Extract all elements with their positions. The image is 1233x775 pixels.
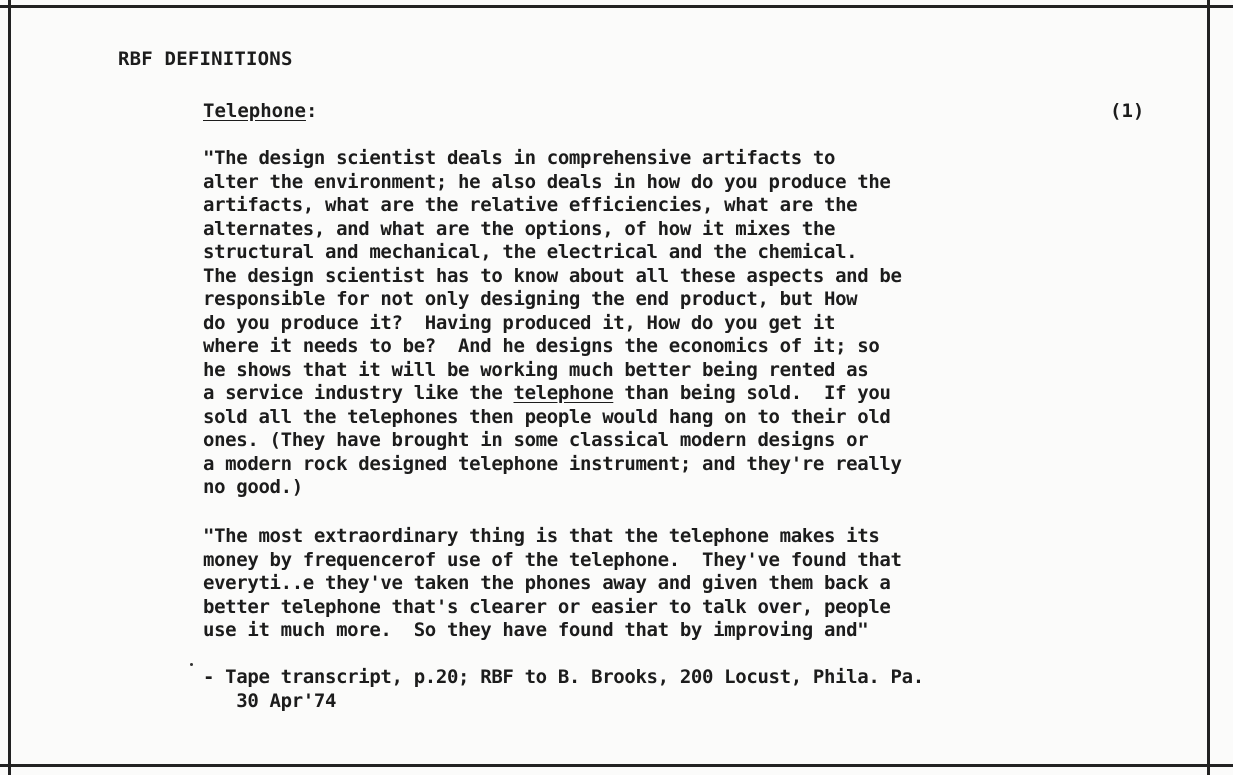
para1-line-underline-before: a service industry like the <box>203 382 514 404</box>
para1-line: "The design scientist deals in comprehensive artifacts to <box>203 147 836 169</box>
stray-mark <box>190 663 193 666</box>
card-top-border <box>0 5 1233 8</box>
citation-line-2: 30 Apr'74 <box>203 689 337 712</box>
para1-line-underline-after: than being sold. If you <box>613 382 891 404</box>
card-left-border <box>8 0 11 775</box>
para2-line: everyti..e they've taken the phones away and given them back a <box>203 572 891 594</box>
citation-line-1: - Tape transcript, p.20; RBF to B. Brooks, 200 Locust, Phila. Pa. <box>203 666 924 688</box>
source-citation <box>203 666 924 713</box>
term-colon: : <box>305 100 318 122</box>
defined-term: Telephone <box>203 100 306 122</box>
para1-line: responsible for not only designing the end product, but How <box>203 288 858 310</box>
quote-paragraph-2 <box>203 525 902 643</box>
para1-line: a modern rock designed telephone instrument; and they're really <box>203 452 902 475</box>
card-bottom-border <box>0 764 1233 767</box>
underlined-telephone: telephone <box>513 382 614 404</box>
page-number: (1) <box>1110 100 1145 122</box>
para1-line: where it needs to be? And he designs the economics of it; so <box>203 335 880 357</box>
para2-line: use it much more. So they have found that by improving and" <box>203 619 869 641</box>
para2-line: money by frequencerof use of the telephone. They've found that <box>203 548 902 571</box>
document-heading: RBF DEFINITIONS <box>118 48 293 70</box>
para1-line: ones. (They have brought in some classical modern designs or <box>203 429 869 451</box>
para1-line: alter the environment; he also deals in how do you produce the <box>203 170 891 193</box>
para2-line: better telephone that's clearer or easier to talk over, people <box>203 595 891 618</box>
para1-line: structural and mechanical, the electrical and the chemical. <box>203 241 858 263</box>
para1-line: alternates, and what are the options, of how it mixes the <box>203 217 836 240</box>
quote-paragraph-1 <box>203 147 902 500</box>
para1-line: artifacts, what are the relative efficiencies, what are the <box>203 194 858 216</box>
para1-line: no good.) <box>203 476 303 498</box>
para1-line: he shows that it will be working much better being rented as <box>203 358 869 381</box>
para2-line: "The most extraordinary thing is that the telephone makes its <box>203 525 880 547</box>
card-right-border <box>1207 0 1210 775</box>
para1-line: do you produce it? Having produced it, How do you get it <box>203 311 836 334</box>
term-line <box>203 100 1153 122</box>
para1-line: sold all the telephones then people would hang on to their old <box>203 405 891 428</box>
para1-line: The design scientist has to know about all these aspects and be <box>203 264 902 287</box>
